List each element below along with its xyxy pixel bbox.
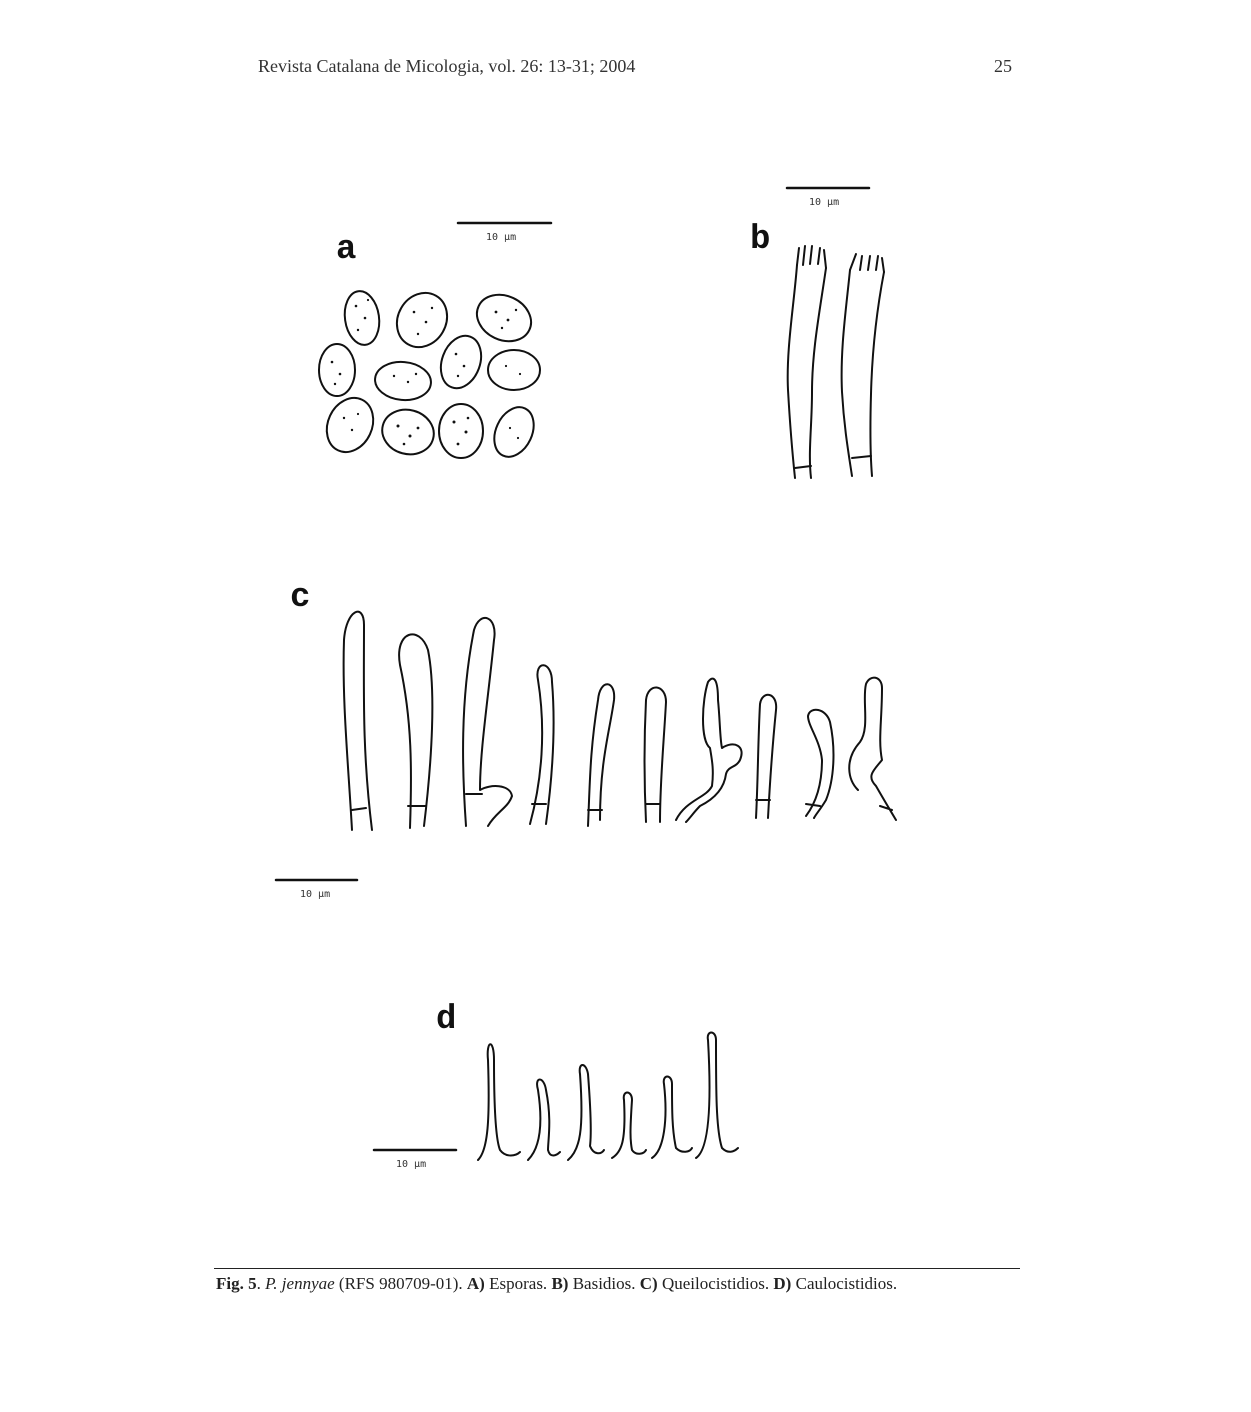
cystidium <box>588 684 614 826</box>
spore <box>377 404 439 460</box>
cystidium <box>696 1033 738 1159</box>
caption-fig-label: Fig. 5 <box>216 1274 257 1293</box>
panel-c-scale-label: 10 μm <box>300 889 331 900</box>
cystidium <box>676 679 742 822</box>
cystidium <box>530 665 554 824</box>
caption-d-label: D) <box>773 1274 792 1293</box>
spore <box>439 404 483 458</box>
caption-rule <box>214 1268 1020 1269</box>
caption-a-label: A) <box>466 1274 485 1293</box>
cystidium <box>399 634 432 828</box>
caption-species: P. jennyae <box>265 1274 335 1293</box>
spore <box>318 390 382 459</box>
panel-b-label: b <box>750 221 771 259</box>
spore <box>373 360 432 403</box>
spore <box>487 401 542 463</box>
panel-c-label: c <box>290 579 311 617</box>
spore <box>488 350 540 390</box>
spore <box>341 289 382 347</box>
running-header: Revista Catalana de Micologia, vol. 26: 13-31; 2004 <box>258 56 636 76</box>
cystidium <box>528 1080 560 1161</box>
panel-d-scale-label: 10 μm <box>396 1159 427 1170</box>
caption-specimen: (RFS 980709-01). <box>334 1274 467 1293</box>
cystidium <box>344 612 372 830</box>
basidium <box>842 270 852 476</box>
panel-b-scale-label: 10 μm <box>809 197 840 208</box>
caption-c-label: C) <box>639 1274 658 1293</box>
cystidium <box>612 1093 646 1159</box>
cystidium <box>645 687 667 822</box>
cystidium <box>568 1065 604 1160</box>
spore <box>434 330 488 394</box>
caption-d-text: Caulocistidios. <box>791 1274 898 1293</box>
cystidium <box>478 1044 520 1160</box>
cystidium <box>756 695 776 818</box>
panel-c-cheilocystidia <box>276 612 896 880</box>
spore <box>469 286 538 350</box>
panel-d-caulocystidia <box>374 1033 738 1161</box>
panel-a-label: a <box>336 231 357 269</box>
cystidium <box>652 1077 692 1159</box>
cystidium <box>463 618 512 826</box>
spore <box>319 344 355 396</box>
page-number: 25 <box>994 56 1012 76</box>
caption-b-label: B) <box>551 1274 569 1293</box>
panel-d-label: d <box>436 1001 457 1039</box>
caption-a-text: Esporas. <box>484 1274 552 1293</box>
spore <box>387 284 457 356</box>
caption-b-text: Basidios. <box>568 1274 640 1293</box>
basidium <box>788 265 797 478</box>
figure-caption: Fig. 5. P. jennyae (RFS 980709-01). A) Esporas. B) Basidios. C) Queilocistidios. D) Caulocistidios. <box>216 1274 898 1293</box>
panel-a-scale-label: 10 μm <box>486 232 517 243</box>
cystidium <box>849 678 896 820</box>
panel-b-basidia <box>787 188 884 478</box>
cystidium <box>806 710 833 818</box>
caption-c-text: Queilocistidios. <box>657 1274 774 1293</box>
